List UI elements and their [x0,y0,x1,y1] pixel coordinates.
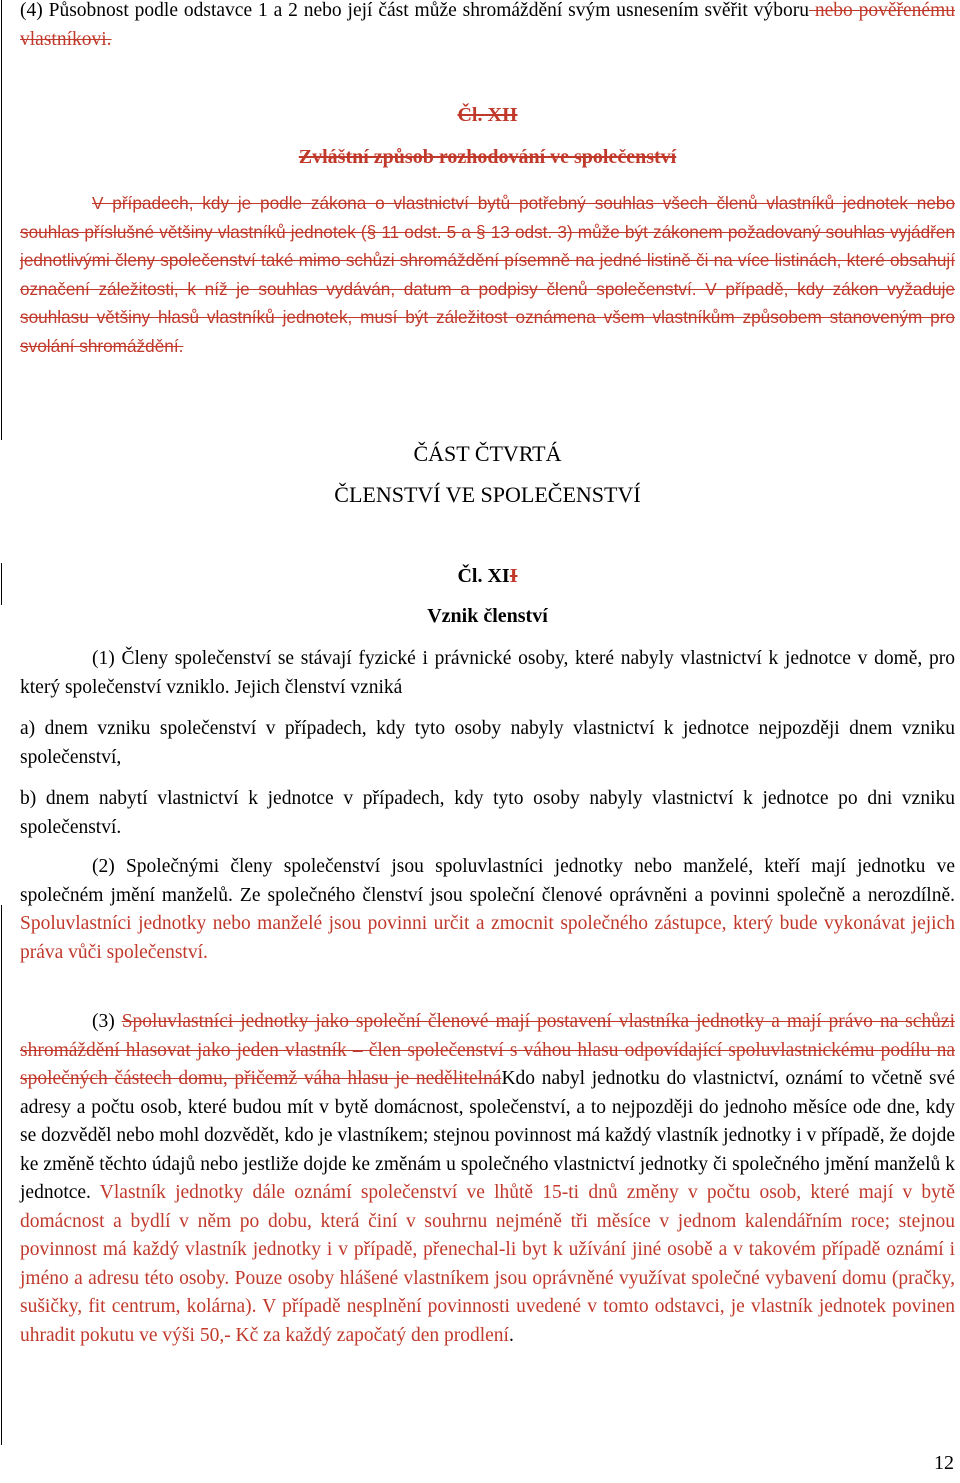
part-title: ČLENSTVÍ VE SPOLEČENSTVÍ [334,482,641,507]
item-a: a) dnem vzniku společenství v případech, kdy tyto osoby nabyly vlastnictví k jednotce nejpozději dnem vzniku společenství, [20,718,955,768]
paragraph-1: (1) Členy společenství se stávají fyzické i právnické osoby, které nabyly vlastnictví k jednotce v domě, pro který společenství vzniklo. Jejich členství vzniká [20,648,955,698]
change-bar [1,563,2,605]
part-number: ČÁST ČTVRTÁ [413,441,562,466]
item-b: b) dnem nabytí vlastnictví k jednotce v případech, kdy tyto osoby nabyly vlastnictví k jednotce po dni vzniku společenství. [20,788,955,838]
deleted-article-text: V případech, kdy je podle zákona o vlastnictví bytů potřebný souhlas všech členů vlastníků jednotek nebo souhlas příslušné většiny vlastníků jednotek (§ 11 odst. 5 a § 13 odst. 3) může být zákonem požadovaný souhlas vyjádřen jednotlivými členy společenství také mimo schůzi shromáždění písemně na jedné listině či na více listinách, které obsahují označení záležitosti, k níž je souhlas vydáván, datum a podpisy členů společenství. V případě, kdy zákon vyžaduje souhlasu většiny hlasů vlastníků jednotek, musí být záležitost oznámena všem vlastníkům způsobem stanoveným pro svolání shromáždění. [20,193,955,356]
deleted-article-title: Zvláštní způsob rozhodování ve společenství [298,146,677,168]
article-title: Vznik členství [427,605,548,627]
change-bar [1,905,2,1445]
deleted-article-number: Čl. XII [457,104,518,126]
paragraph-2: (2) Společnými členy společenství jsou spoluvlastníci jednotky nebo manželé, kteří mají jednotku ve společném jmění manželů. Ze společného členství jsou společní členové oprávněni a povinni společně a nerozdílně. Spoluvlastníci jednotky nebo manželé jsou povinni určit a zmocnit společného zástupce, který bude vykonávat jejich práva vůči společenství. [20,856,955,963]
article-number: Čl. XII [457,565,518,587]
page-number: 12 [934,1452,954,1474]
paragraph-4-delegation: (4) Působnost podle odstavce 1 a 2 nebo její část může shromáždění svým usnesením svěřit výboru nebo pověřenému vlastníkovi. [20,0,955,50]
change-bar [1,0,2,440]
paragraph-3: (3) Spoluvlastníci jednotky jako společní členové mají postavení vlastníka jednotky a mají právo na schůzi shromáždění hlasovat jako jeden vlastník – člen společenství s váhou hlasu odpovídající spoluvlastnickému podílu na společných částech domu, přičemž váha hlasu je nedělitelnáKdo nabyl jednotku do vlastnictví, oznámí to včetně své adresy a počtu osob, které budou mít v bytě domácnost, společenství, a to nejpozději do jednoho měsíce ode dne, kdy se dozvěděl nebo mohl dozvědět, kdo je vlastníkem; stejnou povinnost má každý vlastník jednotky i v případě, že dojde ke změně těchto údajů nebo jestliže dojde ke změnám u společného vlastnictví jednotky či společného jmění manželů k jednotce. Vlastník jednotky dále oznámí společenství ve lhůtě 15-ti dnů změny v počtu osob, které mají v bytě domácnost a bydlí v něm po dobu, která činí v souhrnu nejméně tři měsíce v jednom kalendářním roce; stejnou povinnost má každý vlastník jednotky i v případě, přenechal-li byt k užívání jiné osobě a v takovém případě oznámí i jméno a adresu této osoby. Pouze osoby hlášené vlastníkem jsou oprávněné využívat společné vybavení domu (pračky, sušičky, fit centrum, kolárna). V případě nesplnění povinnosti uvedené v tomto odstavci, je vlastník jednotek povinen uhradit pokutu ve výši 50,- Kč za každý započatý den prodlení. [20,1011,955,1346]
